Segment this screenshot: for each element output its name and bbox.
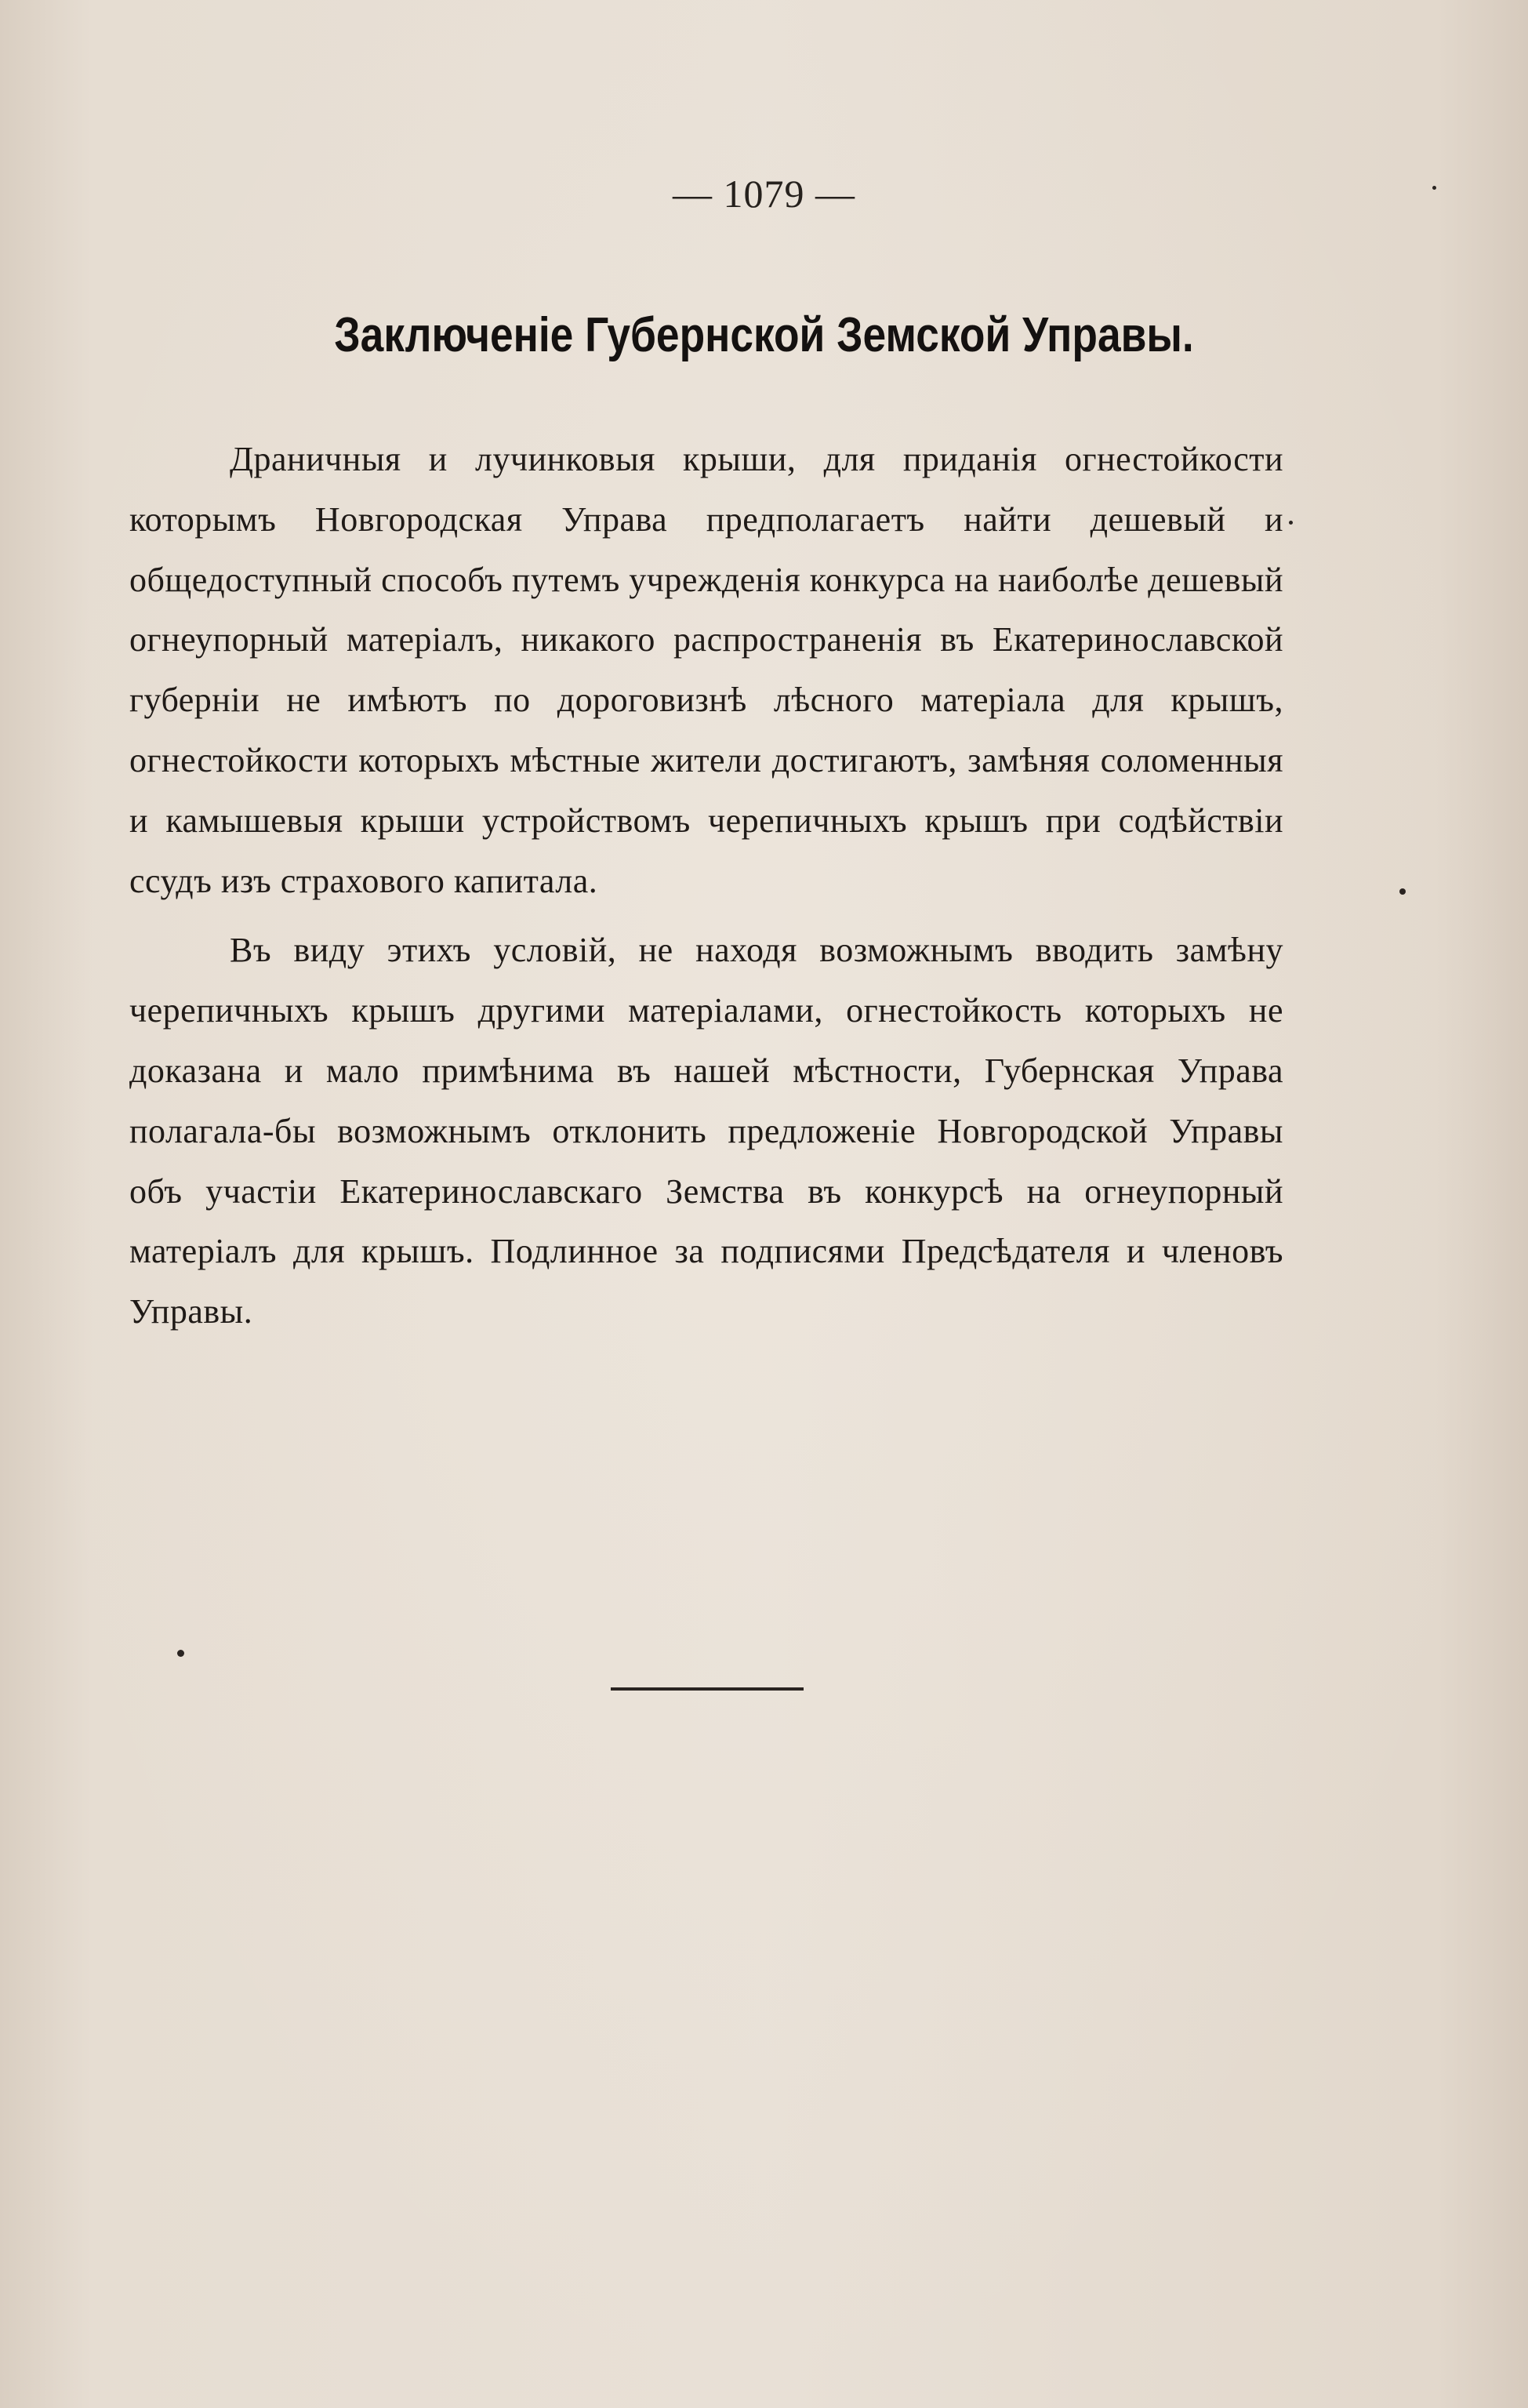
- ink-speck: [1399, 888, 1406, 895]
- page-number: — 1079 —: [673, 172, 855, 216]
- body-text: [129, 430, 1283, 1352]
- paragraph-1: Драничныя и лучинковыя крыши, для приданiя огнестойкости которымъ Новгородская Управа предполагаетъ найти дешевый и общедоступный способъ путемъ учрежденiя конкурса на наиболѣе дешевый огнеупорный матерiалъ, никакого распространенiя въ Екатеринославской губернiи не имѣютъ по дороговизнѣ лѣсного матерiала для крышъ, огнестойкости которыхъ мѣстные жители достигаютъ, замѣняя соломенныя и камышевыя крыши устройствомъ черепичныхъ крышъ при содѣйствiи ссудъ изъ страхового капитала.: [129, 440, 1283, 900]
- ink-speck: [1432, 186, 1436, 190]
- closing-divider: [611, 1687, 804, 1691]
- ink-speck: [1289, 521, 1293, 525]
- section-title: Заключенiе Губернской Земской Управы.: [334, 308, 1194, 362]
- paragraph-2: Въ виду этихъ условiй, не находя возможнымъ вводить замѣну черепичныхъ крышъ другими матерiалами, огнестойкость которыхъ не доказана и мало примѣнима въ нашей мѣстности, Губернская Управа полагала-бы возможнымъ отклонить предложенiе Новгородской Управы объ участiи Екатеринославскаго Земства въ конкурсѣ на огнеупорный матерiалъ для крышъ. Подлинное за подписями Предсѣдателя и членовъ Управы.: [129, 931, 1283, 1331]
- ink-speck: [177, 1650, 184, 1657]
